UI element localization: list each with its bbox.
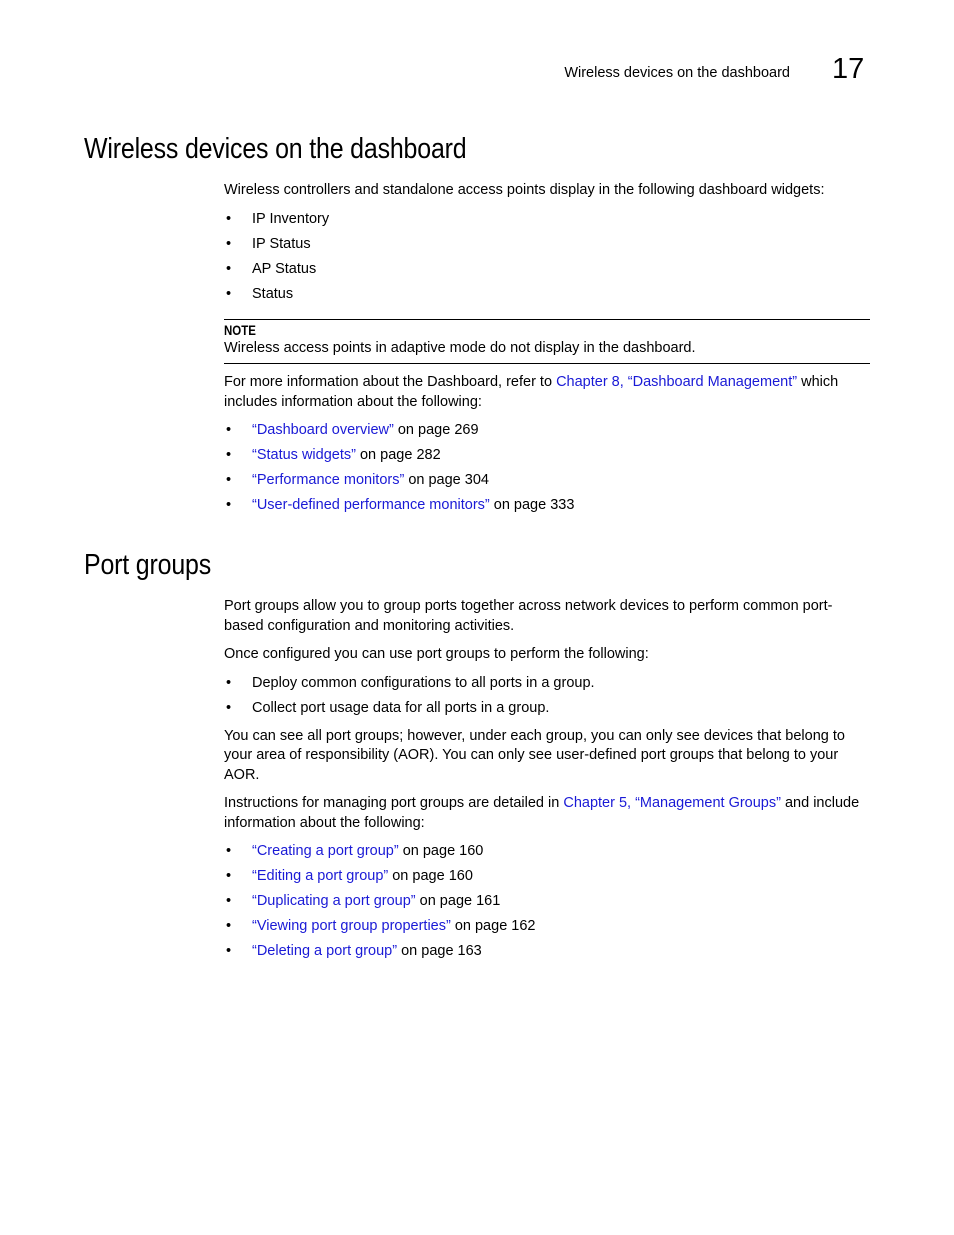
list-item: • “Dashboard overview” on page 269 [224,421,864,446]
aor-paragraph: You can see all port groups; however, under each group, you can only see devices that belong to your area of responsibility (AOR). You can only see user-defined port groups that belong to your AOR. [224,727,845,783]
bullet-icon: • [226,422,232,438]
note-text: Wireless access points in adaptive mode do not display in the dashboard. [224,340,696,356]
bullet-icon: • [226,868,232,884]
list-item: • “User-defined performance monitors” on page 333 [224,496,864,521]
bullet-icon: • [226,260,232,277]
chapter-5-link[interactable]: Chapter 5, “Management Groups” [563,795,781,811]
dashboard-overview-link[interactable]: “Dashboard overview” [252,422,394,438]
list-item: • IP Status [224,235,864,260]
list-item: • “Viewing port group properties” on page 162 [224,917,864,942]
editing-port-group-link[interactable]: “Editing a port group” [252,868,389,884]
duplicating-port-group-link[interactable]: “Duplicating a port group” [252,893,416,909]
section-title-wireless: Wireless devices on the dashboard [84,133,467,165]
section-title-port-groups: Port groups [84,549,212,581]
list-item: • “Deleting a port group” on page 163 [224,942,864,967]
more-info-paragraph: For more information about the Dashboard, refer to Chapter 8, “Dashboard Management” which includes information about the following: [224,374,839,410]
list-item: • IP Inventory [224,210,864,235]
bullet-icon: • [226,893,232,909]
port-groups-usage-intro: Once configured you can use port groups to perform the following: [224,646,649,662]
dashboard-ref-list [224,421,864,521]
performance-monitors-link[interactable]: “Performance monitors” [252,472,405,488]
list-item: • “Performance monitors” on page 304 [224,471,864,496]
note-label: NOTE [224,322,256,338]
port-groups-intro: Port groups allow you to group ports together across network devices to perform common port-based configuration and monitoring activities. [224,598,833,634]
dashboard-more-info-block [224,373,864,521]
bullet-icon: • [226,472,232,488]
instructions-paragraph: Instructions for managing port groups are detailed in Chapter 5, “Management Groups” and include information about the following: [224,795,860,831]
list-item: • “Status widgets” on page 282 [224,446,864,471]
list-item: • Deploy common configurations to all ports in a group. [224,674,864,699]
bullet-icon: • [226,674,232,691]
running-header-title: Wireless devices on the dashboard [564,65,790,81]
user-defined-monitors-link[interactable]: “User-defined performance monitors” [252,497,490,513]
list-item: • Collect port usage data for all ports in a group. [224,699,864,724]
list-item: • Status [224,285,864,310]
port-group-ref-list [224,842,864,967]
chapter-8-link[interactable]: Chapter 8, “Dashboard Management” [556,374,798,390]
list-item: • “Duplicating a port group” on page 161 [224,892,864,917]
bullet-icon: • [226,210,232,227]
wireless-intro-block [224,181,864,310]
bullet-icon: • [226,497,232,513]
bullet-icon: • [226,918,232,934]
creating-port-group-link[interactable]: “Creating a port group” [252,843,399,859]
bullet-icon: • [226,447,232,463]
bullet-icon: • [226,843,232,859]
widget-list [224,210,864,310]
deleting-port-group-link[interactable]: “Deleting a port group” [252,943,398,959]
list-item: • “Editing a port group” on page 160 [224,867,864,892]
bullet-icon: • [226,235,232,252]
chapter-number: 17 [832,53,865,85]
bullet-icon: • [226,285,232,302]
viewing-port-group-link[interactable]: “Viewing port group properties” [252,918,451,934]
list-item: • AP Status [224,260,864,285]
task-list [224,674,864,724]
port-groups-block [224,597,864,967]
bullet-icon: • [226,943,232,959]
note-box [224,319,870,364]
list-item: • “Creating a port group” on page 160 [224,842,864,867]
status-widgets-link[interactable]: “Status widgets” [252,447,356,463]
wireless-intro: Wireless controllers and standalone access points display in the following dashboard widgets: [224,182,825,198]
bullet-icon: • [226,699,232,716]
